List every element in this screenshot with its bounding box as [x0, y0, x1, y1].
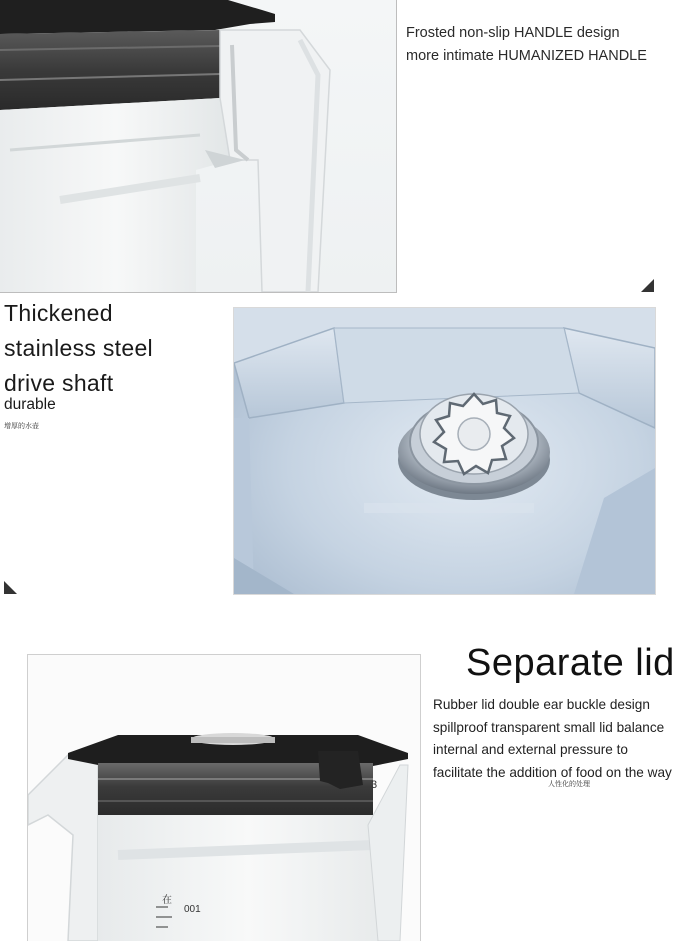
lid-illustration [28, 655, 420, 941]
shaft-title [4, 296, 224, 401]
lid-small-note: 人性化的处理 [548, 781, 590, 788]
shaft-small-note: 增厚的水壶 [4, 423, 39, 430]
handle-caption-line2: more intimate HUMANIZED HANDLE [406, 48, 647, 64]
lid-photo [27, 654, 421, 941]
handle-caption-line1: Frosted non-slip HANDLE design [406, 25, 620, 41]
lid-caption-line2: spillproof transparent small lid balance [433, 719, 665, 735]
handle-photo [0, 0, 397, 293]
frame-line [0, 292, 397, 293]
shaft-title-line2: stainless steel [4, 335, 153, 361]
shaft-title-line3: drive shaft [4, 370, 114, 396]
lid-caption [433, 694, 678, 784]
corner-marker-icon [641, 279, 654, 292]
lid-caption-line3: internal and external pressure to [433, 742, 628, 757]
lid-caption-line1: Rubber lid double ear buckle design [433, 697, 650, 712]
shaft-title-line1: Thickened [4, 300, 113, 326]
handle-illustration [0, 0, 396, 292]
corner-marker-icon [4, 581, 17, 594]
lid-number-label: 3 [371, 779, 378, 791]
lid-title: Separate lid [466, 642, 675, 684]
jar-mark-char: 在 [162, 895, 172, 906]
jar-mark-code: 001 [184, 904, 201, 915]
frame-line [396, 0, 397, 292]
lid-caption-line4: facilitate the addition of food on the way [433, 764, 672, 780]
shaft-subtitle: durable [4, 396, 56, 413]
drive-shaft-photo [233, 307, 656, 595]
handle-caption [406, 22, 671, 68]
drive-shaft-illustration [234, 308, 655, 594]
